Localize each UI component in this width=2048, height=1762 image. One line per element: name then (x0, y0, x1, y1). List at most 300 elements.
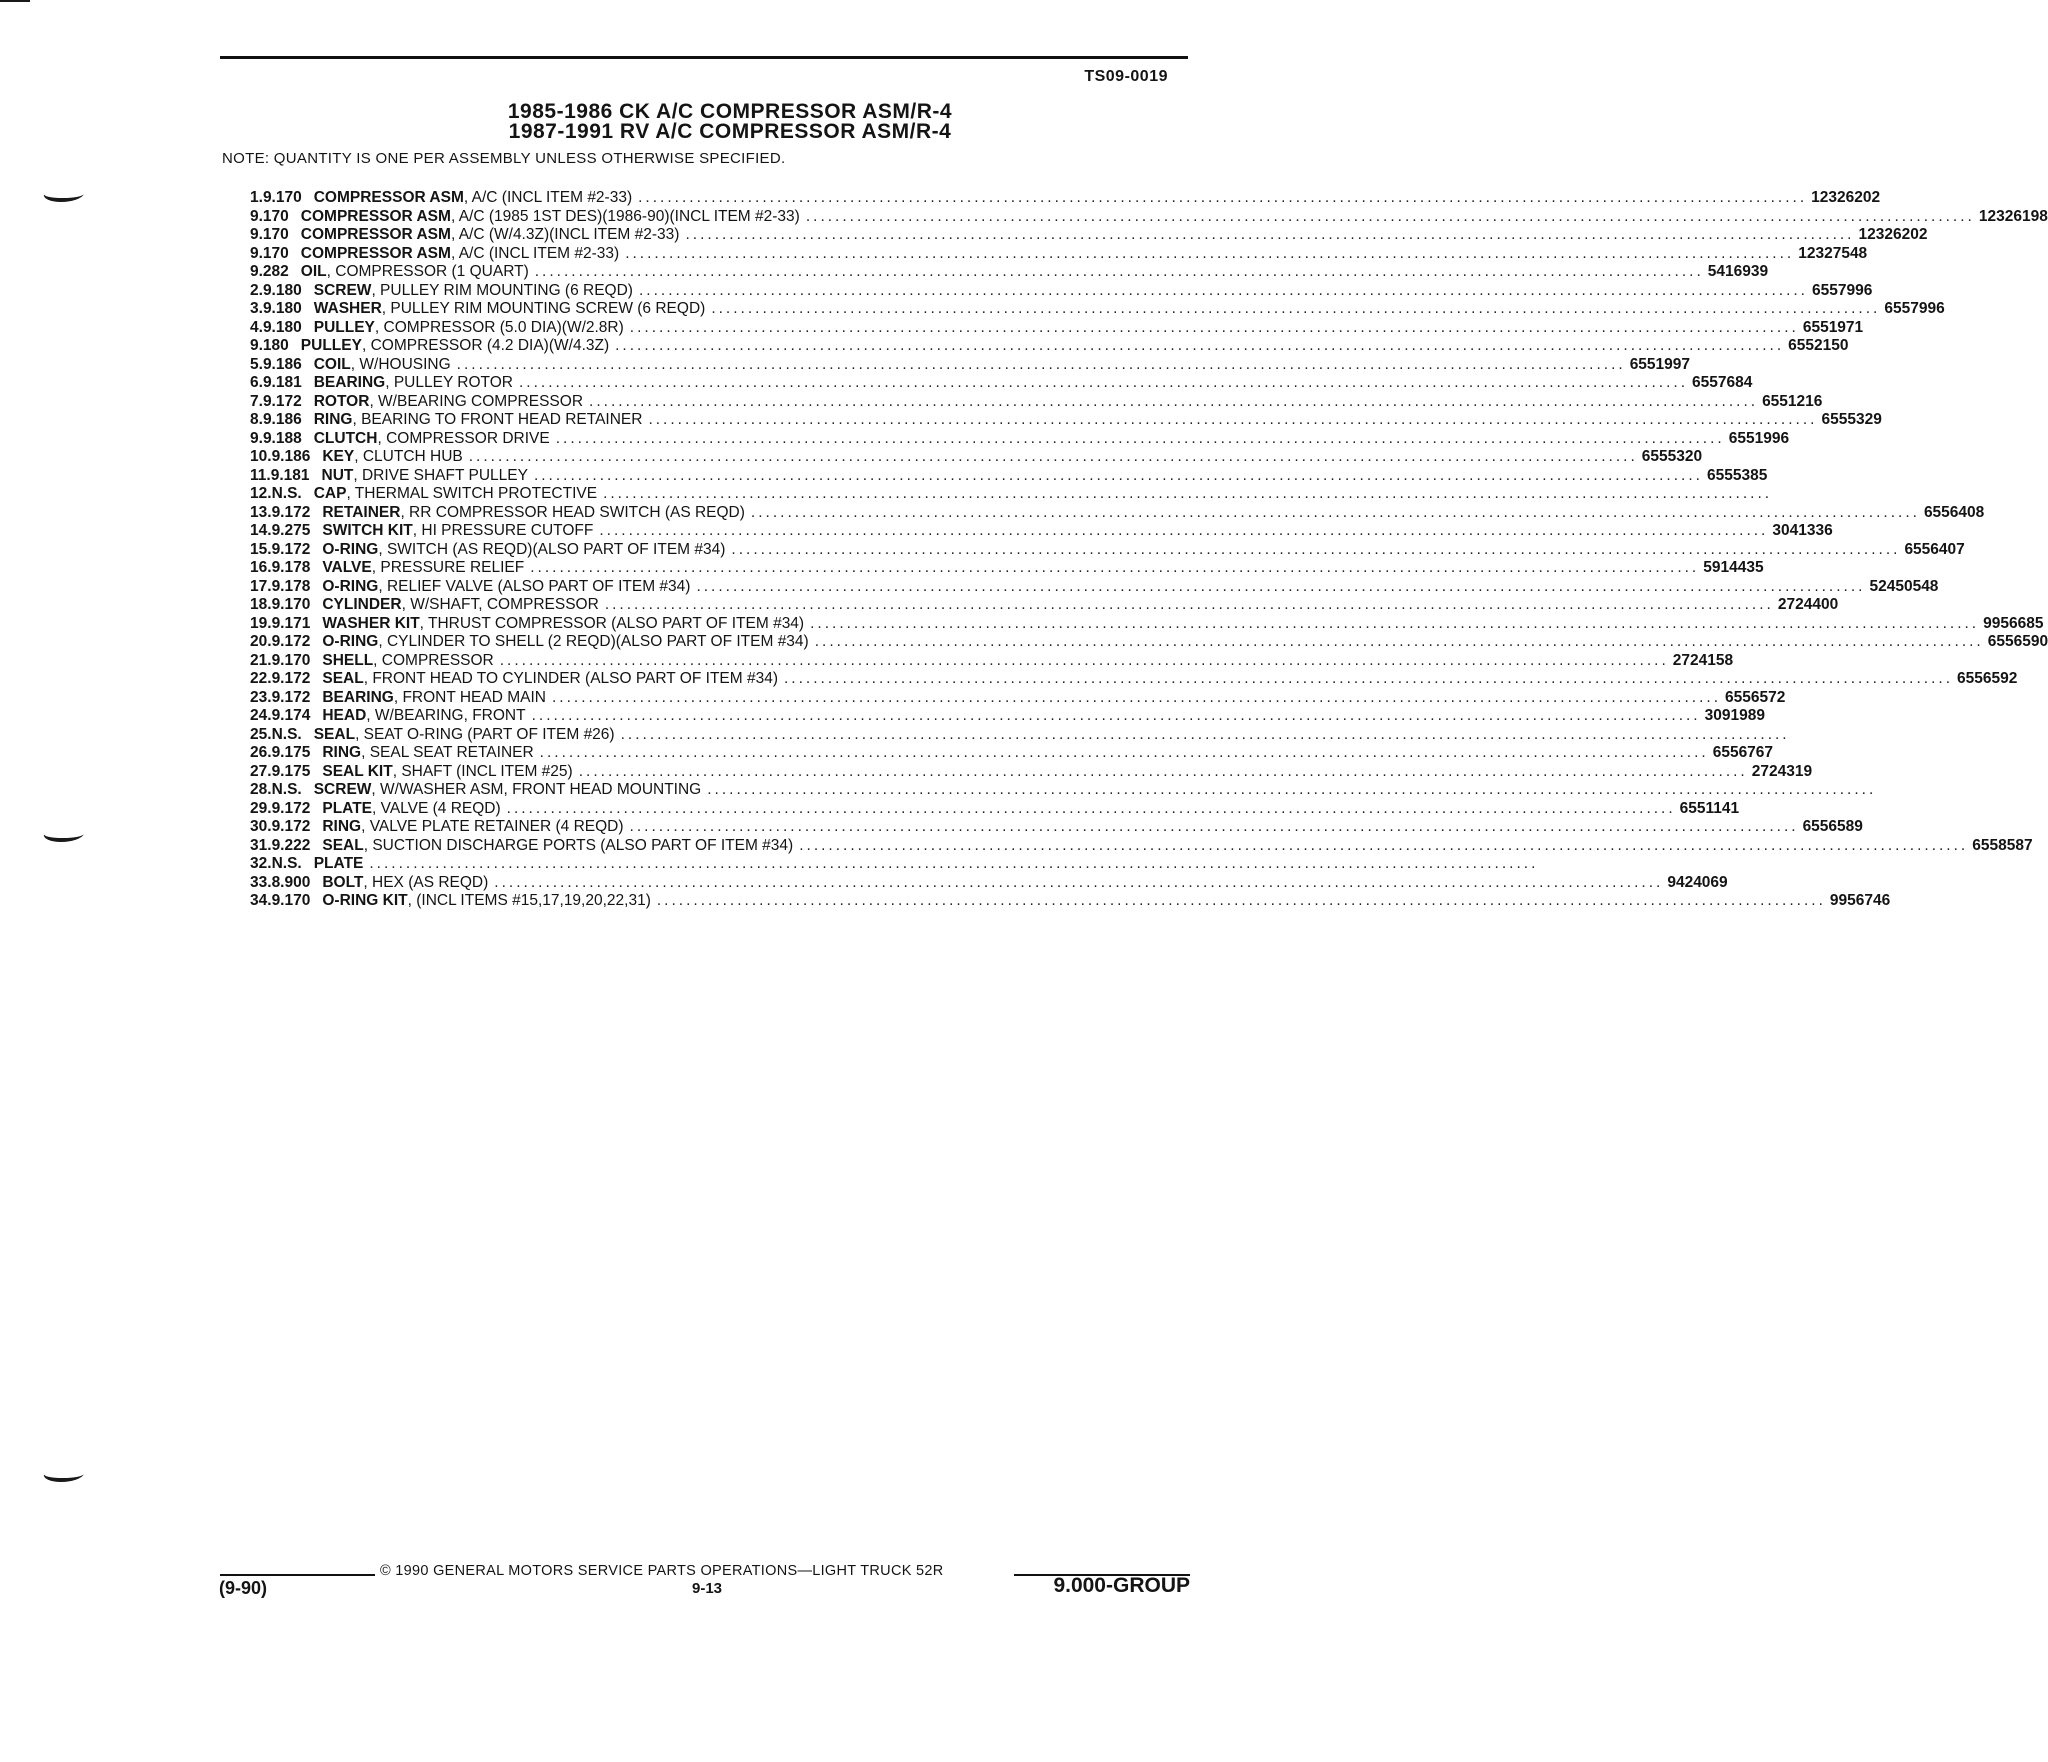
parts-row (250, 503, 1985, 523)
part-detail: , W/BEARING, FRONT (366, 707, 526, 724)
parts-row (250, 799, 1740, 819)
parts-row (250, 577, 1939, 597)
part-number: 6551141 (1679, 799, 1740, 817)
parts-row (250, 485, 1773, 504)
part-description (322, 448, 1641, 467)
group-number: 9.170 (271, 892, 311, 909)
part-detail: , COMPRESSOR (5.0 DIA)(W/2.8R) (374, 318, 624, 336)
part-description (322, 837, 1972, 856)
dot-leader: ................................................................................................................................................................ (625, 244, 1795, 262)
part-description (301, 245, 1798, 264)
group-number: 9.172 (271, 633, 311, 650)
part-number: 6557996 (1884, 300, 1945, 317)
part-number: 6552150 (1788, 337, 1849, 354)
parts-row (250, 744, 1774, 763)
part-detail: , COMPRESSOR (373, 651, 494, 669)
item-number: 34. (250, 892, 272, 909)
part-description (322, 504, 1924, 523)
part-description (314, 282, 1812, 301)
group-number: 9.172 (262, 392, 302, 410)
parts-row (250, 244, 1868, 264)
part-detail: , W/BEARING COMPRESSOR (369, 392, 584, 410)
part-name: COMPRESSOR ASM (300, 226, 451, 243)
part-name: COMPRESSOR ASM (300, 244, 451, 262)
parts-row (250, 189, 1881, 208)
part-description (322, 892, 1830, 911)
dot-leader: ................................................................................................................................................................ (799, 836, 1969, 854)
dot-leader: ................................................................................................................................................................ (805, 207, 1975, 225)
group-number: 9.171 (271, 614, 311, 632)
dot-leader: ................................................................................................................................................................ (711, 300, 1881, 317)
part-description (322, 800, 1679, 819)
part-description (314, 781, 1881, 800)
group-number: 9.175 (271, 762, 311, 780)
dot-leader: ................................................................................................................................................................ (456, 355, 1626, 373)
group-number: 9.186 (262, 355, 302, 373)
item-number: 22. (250, 670, 272, 687)
dot-leader: ................................................................................................................................................................ (656, 892, 1826, 909)
part-number: 6556767 (1712, 744, 1774, 761)
group-number: N.S. (271, 781, 302, 798)
part-detail: , SHAFT (INCL ITEM #25) (392, 762, 573, 780)
dot-leader: ................................................................................................................................................................ (551, 688, 1722, 706)
item-number: 29. (250, 799, 272, 817)
group-number: 8.900 (271, 873, 311, 891)
dot-leader: ................................................................................................................................................................ (696, 577, 1866, 595)
dot-leader: ................................................................................................................................................................ (519, 374, 1689, 391)
part-description (322, 615, 1983, 634)
part-description (322, 670, 1957, 689)
title-line-2: 1987-1991 RV A/C COMPRESSOR ASM/R-4 (508, 120, 952, 143)
dot-leader: ................................................................................................................................................................ (629, 818, 1799, 835)
item-number: 24. (250, 707, 272, 724)
part-number: 6555385 (1706, 466, 1768, 484)
dot-leader: ................................................................................................................................................................ (784, 670, 1954, 687)
part-name: WASHER KIT (322, 614, 420, 632)
part-number: 5914435 (1703, 559, 1764, 576)
part-detail: , SUCTION DISCHARGE PORTS (ALSO PART OF ITEM #34) (363, 836, 794, 854)
part-name: SEAL KIT (322, 762, 393, 780)
group-number: N.S. (271, 855, 302, 872)
dot-leader: ................................................................................................................................................................ (685, 226, 1855, 243)
group-number: 9.181 (262, 374, 302, 391)
parts-row (250, 707, 1765, 726)
parts-row (250, 466, 1768, 486)
group-number: N.S. (271, 485, 302, 502)
part-number: 5416939 (1707, 263, 1769, 280)
group-number: 9.275 (271, 522, 311, 539)
item-number: 10. (250, 448, 272, 465)
item-number: 5. (250, 355, 263, 373)
item-number: 23. (250, 688, 272, 706)
part-detail: , FRONT HEAD MAIN (393, 688, 546, 706)
part-name: WASHER (313, 300, 382, 317)
part-name: RING (313, 411, 353, 428)
part-detail: , RR COMPRESSOR HEAD SWITCH (AS REQD) (400, 503, 745, 521)
parts-row (250, 651, 1734, 671)
part-description (322, 744, 1712, 763)
item-number: 6. (250, 374, 263, 391)
part-detail: , PULLEY RIM MOUNTING (6 REQD) (371, 281, 633, 299)
item-number: 13. (250, 503, 272, 521)
parts-row (250, 559, 1764, 578)
item-number: 17. (250, 577, 272, 595)
part-number: 9956746 (1829, 892, 1891, 909)
part-name: BEARING (322, 688, 394, 706)
item-number: 9. (250, 429, 263, 447)
parts-row (250, 355, 1691, 375)
parts-row (250, 762, 1813, 782)
part-detail: , W/SHAFT, COMPRESSOR (401, 596, 599, 613)
part-name: VALVE (322, 559, 372, 576)
binder-hole-mark (41, 826, 87, 842)
dot-leader: ................................................................................................................................................................ (499, 651, 1669, 669)
group-number: 9.282 (250, 263, 289, 280)
part-number: 3041336 (1772, 522, 1833, 539)
item-number: 31. (250, 836, 272, 854)
part-detail: , COMPRESSOR (1 QUART) (326, 263, 529, 280)
part-detail: , FRONT HEAD TO CYLINDER (ALSO PART OF ITEM #34) (363, 670, 778, 687)
part-number: 6551971 (1802, 318, 1864, 336)
dot-leader: ................................................................................................................................................................ (530, 559, 1700, 576)
part-name: PLATE (322, 799, 373, 817)
part-name: NUT (321, 466, 354, 484)
group-number: 9.178 (271, 577, 311, 595)
title-line-1: 1985-1986 CK A/C COMPRESSOR ASM/R-4 (507, 100, 953, 123)
part-description (322, 559, 1703, 578)
parts-row (250, 818, 1863, 837)
group-number: 9.172 (271, 670, 311, 687)
part-number: 52450548 (1869, 577, 1939, 595)
part-number: 2724158 (1672, 651, 1734, 669)
document-code: TS09-0019 (1084, 68, 1168, 85)
part-number: 6551996 (1728, 429, 1790, 447)
part-number: 6556408 (1923, 503, 1985, 521)
part-detail: , COMPRESSOR DRIVE (377, 429, 550, 447)
binder-hole-mark (41, 1466, 87, 1482)
part-detail: , W/HOUSING (350, 355, 451, 373)
part-number: 6558587 (1972, 836, 2033, 854)
part-name: SWITCH KIT (322, 522, 413, 539)
part-detail: , PRESSURE RELIEF (371, 559, 525, 576)
group-number: 9.188 (262, 429, 302, 447)
dot-leader: ................................................................................................................................................................ (620, 725, 1790, 743)
part-detail: , PULLEY RIM MOUNTING SCREW (6 REQD) (381, 300, 706, 317)
part-number: 3091989 (1704, 707, 1765, 724)
part-name: BOLT (322, 873, 364, 891)
item-number: 4. (250, 318, 263, 336)
group-number: 9.175 (271, 744, 311, 761)
part-name: CLUTCH (313, 429, 378, 447)
part-description (314, 485, 1776, 504)
parts-row (250, 300, 1945, 319)
item-number: 3. (250, 300, 263, 317)
parts-row (250, 411, 1882, 430)
part-name: SCREW (313, 781, 372, 798)
group-number: 9.180 (262, 281, 302, 299)
part-name: O-RING KIT (322, 892, 408, 909)
dot-leader: ................................................................................................................................................................ (468, 448, 1638, 465)
part-name: PULLEY (313, 318, 375, 336)
parts-row (250, 207, 2048, 227)
part-description (322, 689, 1725, 708)
item-number: 32. (250, 855, 272, 872)
item-number: 18. (250, 596, 272, 613)
dot-leader: ................................................................................................................................................................ (599, 522, 1769, 539)
part-description (301, 337, 1788, 356)
part-number: 6551997 (1629, 355, 1691, 373)
part-detail: , HI PRESSURE CUTOFF (412, 522, 594, 539)
group-number: 9.170 (250, 207, 289, 225)
part-number: 9424069 (1667, 873, 1728, 891)
item-number: 28. (250, 781, 272, 798)
part-name: RING (322, 744, 362, 761)
dot-leader: ................................................................................................................................................................ (615, 337, 1785, 354)
part-name: BEARING (313, 374, 386, 391)
dot-leader: ................................................................................................................................................................ (603, 485, 1773, 502)
part-description (314, 411, 1822, 430)
part-description (314, 393, 1762, 412)
part-number: 2724400 (1777, 596, 1839, 613)
part-detail: , HEX (AS REQD) (363, 873, 489, 891)
parts-row (250, 892, 1891, 911)
part-description (322, 633, 1987, 652)
page-title (0, 102, 1260, 142)
corner-scan-mark (0, 0, 30, 2)
part-detail: , A/C (INCL ITEM #2-33) (450, 244, 620, 262)
group-number: 9.186 (262, 411, 302, 428)
group-number: 9.174 (271, 707, 311, 724)
group-label: 9.000-GROUP (1053, 1574, 1190, 1597)
parts-row (250, 392, 1823, 412)
parts-row (250, 688, 1786, 708)
page-number: 9-13 (692, 1580, 723, 1597)
dot-leader: ................................................................................................................................................................ (531, 707, 1701, 724)
part-detail: , A/C (W/4.3Z)(INCL ITEM #2-33) (450, 226, 680, 243)
part-name: SEAL (322, 670, 364, 687)
part-number: 6555329 (1821, 411, 1882, 428)
part-number: 6556572 (1725, 688, 1786, 706)
item-number: 12. (250, 485, 272, 502)
item-number: 19. (250, 614, 272, 632)
dot-leader: ................................................................................................................................................................ (731, 540, 1901, 558)
part-description (314, 430, 1729, 449)
parts-row (250, 281, 1873, 301)
part-number: 12326202 (1858, 226, 1928, 243)
dot-leader: ................................................................................................................................................................ (707, 781, 1877, 798)
part-number: 6557996 (1812, 281, 1873, 299)
parts-row (250, 855, 1539, 874)
part-detail: , THERMAL SWITCH PROTECTIVE (346, 485, 598, 502)
parts-row (250, 596, 1839, 615)
part-name: CAP (313, 485, 347, 502)
dot-leader: ................................................................................................................................................................ (629, 318, 1799, 336)
item-number: 8. (250, 411, 263, 428)
part-description (322, 467, 1707, 486)
part-name: RING (322, 818, 362, 835)
group-number: 9.180 (250, 337, 289, 354)
group-number: 9.170 (262, 189, 302, 206)
parts-row (250, 873, 1728, 893)
dot-leader: ................................................................................................................................................................ (506, 799, 1676, 817)
part-name: SEAL (322, 836, 364, 854)
part-number: 6556589 (1802, 818, 1863, 835)
part-name: COMPRESSOR ASM (300, 207, 451, 225)
part-name: ROTOR (313, 392, 370, 410)
parts-row (250, 725, 1790, 745)
part-number: 6555320 (1641, 448, 1703, 465)
part-description (301, 263, 1708, 282)
part-detail: , COMPRESSOR (4.2 DIA)(W/4.3Z) (361, 337, 610, 354)
part-detail: , PULLEY ROTOR (385, 374, 513, 391)
part-description (314, 356, 1630, 375)
group-number: 9.186 (271, 448, 311, 465)
dot-leader: ................................................................................................................................................................ (814, 633, 1984, 650)
dot-leader: ................................................................................................................................................................ (494, 873, 1664, 891)
part-name: O-RING (322, 633, 379, 650)
part-description (314, 726, 1794, 745)
part-detail: , DRIVE SHAFT PULLEY (353, 466, 528, 484)
part-number: 2724319 (1751, 762, 1813, 780)
part-detail: , SWITCH (AS REQD)(ALSO PART OF ITEM #34) (378, 540, 726, 558)
part-description (322, 596, 1777, 615)
group-number: 9.172 (271, 688, 311, 706)
dot-leader: ................................................................................................................................................................ (648, 411, 1818, 428)
item-number: 2. (250, 281, 263, 299)
group-number: 9.222 (271, 836, 311, 854)
part-detail: , CLUTCH HUB (354, 448, 463, 465)
group-number: 9.170 (271, 596, 311, 613)
part-detail: , SEAL SEAT RETAINER (361, 744, 534, 761)
binder-hole-mark (41, 186, 87, 202)
footer-rule-left (220, 1574, 375, 1576)
parts-row (250, 226, 1928, 245)
part-description (322, 541, 1904, 560)
item-number: 16. (250, 559, 272, 576)
parts-row (250, 263, 1769, 282)
group-number: N.S. (271, 725, 302, 743)
item-number: 27. (250, 762, 272, 780)
parts-row (250, 374, 1753, 393)
part-detail: , W/WASHER ASM, FRONT HEAD MOUNTING (371, 781, 702, 798)
group-number: 9.180 (262, 318, 302, 336)
part-detail: , VALVE (4 REQD) (372, 799, 501, 817)
group-number: 9.170 (250, 226, 289, 243)
part-name: PLATE (313, 855, 364, 872)
group-number: 9.172 (271, 540, 311, 558)
part-name: O-RING (322, 577, 379, 595)
dot-leader: ................................................................................................................................................................ (539, 744, 1709, 761)
part-description (322, 818, 1802, 837)
part-detail: , CYLINDER TO SHELL (2 REQD)(ALSO PART OF ITEM #34) (378, 633, 809, 650)
part-description (301, 208, 1979, 227)
item-number: 20. (250, 633, 272, 650)
item-number: 21. (250, 651, 272, 669)
part-description (322, 522, 1772, 541)
item-number: 14. (250, 522, 272, 539)
copyright-notice: © 1990 GENERAL MOTORS SERVICE PARTS OPERATIONS—LIGHT TRUCK 52R (380, 1563, 944, 1579)
part-description (322, 652, 1672, 671)
part-name: SHELL (322, 651, 374, 669)
dot-leader: ................................................................................................................................................................ (578, 762, 1748, 780)
part-detail: , RELIEF VALVE (ALSO PART OF ITEM #34) (378, 577, 691, 595)
item-number: 33. (250, 873, 272, 891)
part-number: 9956685 (1983, 614, 2044, 632)
part-name: O-RING (322, 540, 379, 558)
part-number: 6556407 (1904, 540, 1965, 558)
part-number: 6551216 (1762, 392, 1823, 410)
group-number: 9.180 (262, 300, 302, 317)
part-detail: , A/C (1985 1ST DES)(1986-90)(INCL ITEM #2-33) (450, 207, 800, 225)
dot-leader: ................................................................................................................................................................ (534, 263, 1704, 280)
group-number: 9.170 (271, 651, 311, 669)
parts-row (250, 318, 1864, 338)
part-name: OIL (300, 263, 327, 280)
part-name: HEAD (322, 707, 367, 724)
part-detail: , A/C (INCL ITEM #2-33) (463, 189, 633, 206)
part-name: SCREW (313, 281, 372, 299)
part-name: RETAINER (322, 503, 401, 521)
group-number: 9.178 (271, 559, 311, 576)
part-description (314, 189, 1811, 208)
parts-row (250, 670, 2018, 689)
dot-leader: ................................................................................................................................................................ (750, 503, 1920, 521)
part-detail: , THRUST COMPRESSOR (ALSO PART OF ITEM #34) (419, 614, 805, 632)
part-description (322, 763, 1751, 782)
parts-list (250, 189, 2048, 911)
item-number: 1. (250, 189, 263, 206)
revision-date: (9-90) (219, 1578, 268, 1598)
part-detail: , BEARING TO FRONT HEAD RETAINER (352, 411, 643, 428)
part-name: CYLINDER (322, 596, 402, 613)
part-name: KEY (322, 448, 355, 465)
part-description (322, 707, 1704, 726)
parts-row (250, 540, 1965, 560)
dot-leader: ................................................................................................................................................................ (533, 466, 1703, 484)
dot-leader: ................................................................................................................................................................ (810, 614, 1980, 632)
group-number: 9.170 (250, 244, 289, 262)
dot-leader: ................................................................................................................................................................ (604, 596, 1774, 613)
part-name: SEAL (313, 725, 356, 743)
parts-row (250, 614, 2044, 634)
part-description (314, 319, 1803, 338)
parts-row (250, 781, 1877, 800)
dot-leader: ................................................................................................................................................................ (555, 429, 1725, 447)
group-number: 9.172 (271, 503, 311, 521)
part-description (322, 874, 1667, 893)
part-description (314, 855, 1543, 874)
part-name: COMPRESSOR ASM (313, 189, 464, 206)
item-number: 11. (250, 466, 271, 484)
part-number: 12327548 (1798, 244, 1868, 262)
item-number: 25. (250, 725, 272, 743)
part-number: 12326198 (1978, 207, 2048, 225)
header-rule (220, 56, 1188, 59)
item-number: 7. (250, 392, 263, 410)
parts-row (250, 337, 1849, 356)
part-number: 6556590 (1987, 633, 2048, 650)
dot-leader: ................................................................................................................................................................ (638, 189, 1808, 206)
parts-row (250, 429, 1790, 449)
part-name: PULLEY (300, 337, 362, 354)
part-detail: , SEAT O-RING (PART OF ITEM #26) (355, 725, 615, 743)
parts-row (250, 633, 2048, 652)
part-description (314, 300, 1885, 319)
part-description (301, 226, 1859, 245)
parts-row (250, 522, 1833, 541)
parts-row (250, 448, 1703, 467)
part-number: 6557684 (1692, 374, 1753, 391)
